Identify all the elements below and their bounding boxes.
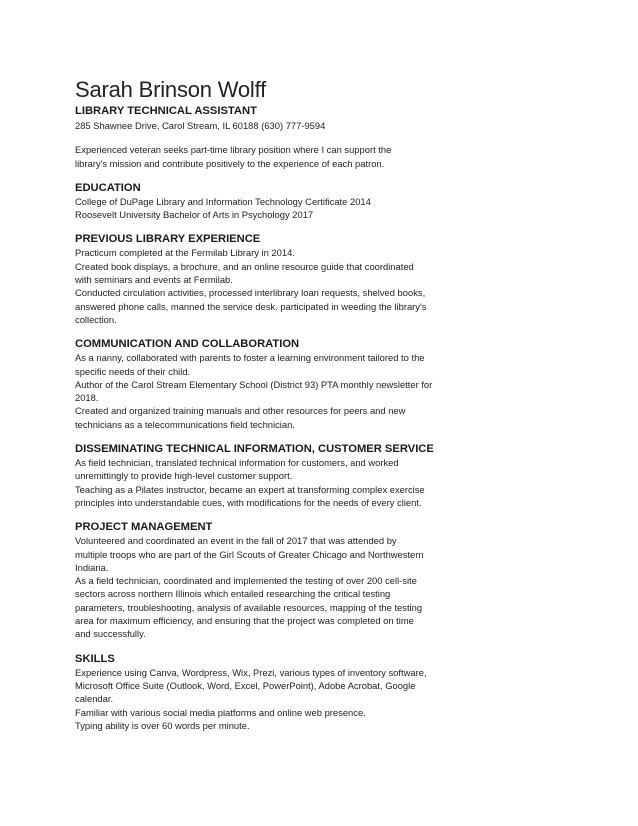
section-line: Created book displays, a brochure, and an online resource guide that coordinated bbox=[75, 260, 414, 272]
candidate-name: Sarah Brinson Wolff bbox=[75, 77, 267, 102]
section-line: Familiar with various social media platforms and online web presence. bbox=[75, 706, 366, 718]
section-line: Experience using Canva, Wordpress, Wix, Prezi, various types of inventory software, bbox=[75, 666, 427, 678]
section-line: Typing ability is over 60 words per minute. bbox=[75, 719, 250, 731]
section-line: specific needs of their child. bbox=[75, 365, 191, 377]
section-line: collection. bbox=[75, 313, 117, 325]
section-line: Indiana. bbox=[75, 561, 109, 573]
section-line: area for maximum efficiency, and ensuring that the project was completed on time bbox=[75, 615, 414, 627]
job-title: LIBRARY TECHNICAL ASSISTANT bbox=[75, 105, 257, 117]
section-disseminating-technical-information bbox=[75, 442, 475, 509]
objective-line: library's mission and contribute positively to the experience of each patron. bbox=[75, 157, 385, 169]
section-heading: EDUCATION bbox=[75, 181, 141, 194]
section-body bbox=[75, 246, 475, 326]
section-skills bbox=[75, 652, 475, 732]
section-line: As a field technician, coordinated and implemented the testing of over 200 cell-site bbox=[75, 575, 417, 587]
section-line: parameters, troubleshooting, analysis of available resources, mapping of the testing bbox=[75, 601, 423, 613]
section-heading: PROJECT MANAGEMENT bbox=[75, 521, 213, 534]
section-heading: PREVIOUS LIBRARY EXPERIENCE bbox=[75, 233, 261, 246]
section-line: multiple troops who are part of the Girl Scouts of Greater Chicago and Northwestern bbox=[75, 548, 424, 560]
section-line: technicians as a telecommunications field technician. bbox=[75, 418, 295, 430]
section-body bbox=[75, 456, 475, 509]
section-project-management bbox=[75, 520, 475, 640]
resume-page bbox=[75, 76, 475, 732]
section-body bbox=[75, 351, 475, 431]
section-line: Teaching as a Pilates instructor, became an expert at transforming complex exercise bbox=[75, 483, 425, 495]
section-line: calendar. bbox=[75, 693, 114, 705]
section-heading: COMMUNICATION AND COLLABORATION bbox=[75, 338, 300, 351]
section-heading: SKILLS bbox=[75, 652, 115, 665]
contact-address: 285 Shawnee Drive, Carol Stream, IL 60188 (630) 777-9594 bbox=[75, 120, 326, 131]
section-line: As field technician, translated technical information for customers, and worked bbox=[75, 457, 399, 469]
section-line: principles into understandable cues, with modifications for the needs of every client. bbox=[75, 496, 422, 508]
section-line: sectors across northern Illinois which entailed researching the critical testing bbox=[75, 588, 391, 600]
section-line: unremittingly to provide high-level customer support. bbox=[75, 470, 293, 482]
section-heading: DISSEMINATING TECHNICAL INFORMATION, CUSTOMER SERVICE bbox=[75, 443, 434, 456]
objective-line: Experienced veteran seeks part-time library position where I can support the bbox=[75, 144, 392, 156]
section-line: As a nanny, collaborated with parents to foster a learning environment tailored to the bbox=[75, 352, 425, 364]
section-line: with seminars and events at Fermilab. bbox=[75, 274, 233, 286]
section-previous-library-experience bbox=[75, 232, 475, 326]
section-line: Created and organized training manuals and other resources for peers and new bbox=[75, 405, 406, 417]
section-line: Author of the Carol Stream Elementary School (District 93) PTA monthly newsletter for bbox=[75, 378, 433, 390]
section-line: College of DuPage Library and Information Technology Certificate 2014 bbox=[75, 195, 371, 207]
section-line: 2018. bbox=[75, 392, 99, 404]
section-line: Volunteered and coordinated an event in the fall of 2017 that was attended by bbox=[75, 535, 397, 547]
section-line: Microsoft Office Suite (Outlook, Word, Excel, PowerPoint), Adobe Acrobat, Google bbox=[75, 679, 416, 691]
section-body bbox=[75, 534, 475, 640]
section-line: and successfully. bbox=[75, 628, 146, 640]
section-line: Practicum completed at the Fermilab Library in 2014. bbox=[75, 247, 295, 259]
section-education bbox=[75, 181, 475, 222]
section-body bbox=[75, 195, 475, 222]
section-line: Roosevelt University Bachelor of Arts in Psychology 2017 bbox=[75, 209, 314, 221]
section-communication-collaboration bbox=[75, 337, 475, 431]
section-body bbox=[75, 666, 475, 732]
section-line: Conducted circulation activities, processed interlibrary loan requests, shelved books, bbox=[75, 287, 426, 299]
section-line: answered phone calls, manned the service desk. participated in weeding the library's bbox=[75, 300, 427, 312]
objective-statement bbox=[75, 143, 475, 170]
